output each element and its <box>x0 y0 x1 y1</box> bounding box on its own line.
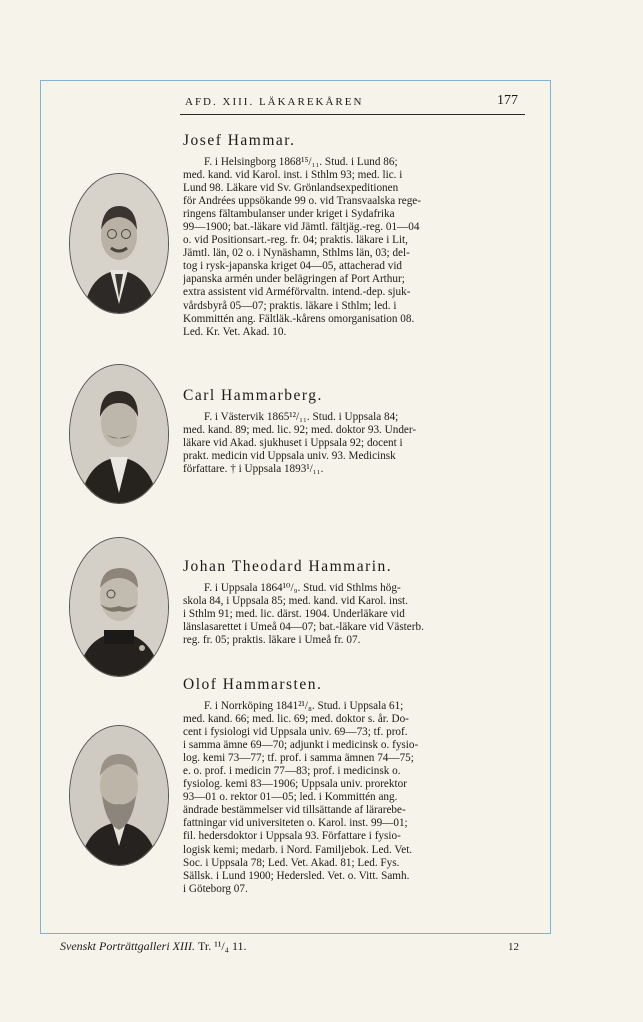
portrait-josef-hammar <box>69 173 169 314</box>
portrait-carl-hammarberg <box>69 364 169 504</box>
text-line: F. i Norrköping 1841²¹/₈. Stud. i Uppsala 61; <box>204 700 404 712</box>
portrait-olof-hammarsten <box>69 725 169 866</box>
text-line: med. kand. vid Karol. inst. i Sthlm 93; med. lic. i <box>183 169 403 182</box>
text-line: Lund 98. Läkare vid Sv. Grönlandsexpeditionen <box>183 182 399 195</box>
running-head: AFD. XIII. LÄKAREKÅREN <box>185 96 364 108</box>
text-line: reg. fr. 05; praktis. läkare i Umeå fr. 07. <box>183 634 361 647</box>
text-line: läkare vid Akad. sjukhuset i Uppsala 92; docent i <box>183 437 403 450</box>
text-line: fil. hedersdoktor i Uppsala 93. Författare i fysio- <box>183 830 401 843</box>
text-line: för Andrées uppsökande 99 o. vid Transvaalska rege- <box>183 195 421 208</box>
footer-series-title: Svenskt Porträttgalleri XIII. <box>60 939 195 953</box>
entry-text <box>183 411 525 476</box>
text-line: Led. Kr. Vet. Akad. 10. <box>183 325 287 338</box>
text-line: författare. † i Uppsala 1893¹/₁₁. <box>183 463 324 476</box>
text-line: 93—01 o. rektor 01—05; led. i Kommittén ang. <box>183 791 398 804</box>
text-line: länslasarettet i Umeå 04—07; bat.-läkare vid Västerb. <box>183 621 424 634</box>
text-line: prakt. medicin vid Uppsala univ. 93. Medicinsk <box>183 450 396 463</box>
text-line: i Sthlm 91; med. lic. därst. 1904. Underläkare vid <box>183 608 405 621</box>
entry-name: Josef Hammar. <box>183 132 296 149</box>
biography-entry <box>183 676 525 896</box>
text-line: japanska armén under belägringen af Port Arthur; <box>183 273 405 286</box>
text-line: F. i Uppsala 1864¹⁰/₉. Stud. vid Sthlms hög- <box>204 582 401 594</box>
biography-entry <box>183 387 525 476</box>
footer-part: Tr. ¹¹/₄ 11. <box>197 939 247 953</box>
portrait-johan-theodard-hammarin <box>69 537 169 677</box>
text-line: Soc. i Uppsala 78; Led. Vet. Akad. 81; Led. Fys. <box>183 856 400 869</box>
entry-name: Olof Hammarsten. <box>183 676 323 693</box>
text-line: ändrade bestämmelser vid tillsättande af lärarebe- <box>183 804 406 817</box>
text-line: vårdsbyrå 05—07; praktis. läkare i Sthlm; led. i <box>183 299 397 312</box>
biography-entry <box>183 132 525 339</box>
text-line: Sällsk. i Lund 1900; Hedersled. Vet. o. Vitt. Samh. <box>183 869 410 882</box>
page-number: 177 <box>497 93 518 108</box>
text-line: log. kemi 73—77; tf. prof. i samma ämnen 74—75; <box>183 752 414 765</box>
entry-text <box>183 156 525 339</box>
text-line: F. i Helsingborg 1868¹⁵/₁₁. Stud. i Lund 86; <box>204 156 398 168</box>
entry-text <box>183 582 525 647</box>
text-line: i Göteborg 07. <box>183 882 248 895</box>
text-line: med. kand. 89; med. lic. 92; med. doktor 93. Under- <box>183 424 417 437</box>
footer-signature: 12 <box>508 941 519 953</box>
footer-series <box>60 939 247 954</box>
text-line: F. i Västervik 1865¹²/₁₁. Stud. i Uppsala 84; <box>204 411 399 423</box>
text-line: Kommittén ang. Fältläk.-kårens omorganisation 08. <box>183 312 415 325</box>
text-line: med. kand. 66; med. lic. 69; med. doktor s. år. Do- <box>183 713 409 726</box>
text-line: extra assistent vid Arméförvaltn. intend.-dep. sjuk- <box>183 286 411 299</box>
entry-name: Johan Theodard Hammarin. <box>183 558 393 575</box>
text-line: cent i fysiologi vid Uppsala univ. 69—73; tf. prof. <box>183 726 408 739</box>
text-line: skola 84, i Uppsala 85; med. kand. vid Karol. inst. <box>183 595 408 608</box>
entry-text <box>183 700 525 896</box>
text-line: e. o. prof. i medicin 77—83; prof. i medicinsk o. <box>183 765 401 778</box>
text-line: 99—1900; bat.-läkare vid Jämtl. fältjäg.-reg. 01—04 <box>183 221 420 234</box>
text-line: o. vid Positionsart.-reg. fr. 04; praktis. läkare i Lit, <box>183 234 408 247</box>
text-line: fysiolog. kemi 83—1906; Uppsala univ. prorektor <box>183 778 407 791</box>
text-line: logisk kemi; medarb. i Nord. Familjebok. Led. Vet. <box>183 843 413 856</box>
text-line: tog i rysk-japanska kriget 04—05, attacherad vid <box>183 260 403 273</box>
text-line: Jämtl. län, 02 o. i Nynäshamn, Sthlms län, 03; del- <box>183 247 410 260</box>
text-line: ringens fältambulanser under kriget i Sydafrika <box>183 208 395 221</box>
header-rule <box>180 114 525 115</box>
biography-entry <box>183 558 525 647</box>
text-line: fattningar vid universiteten o. Karol. inst. 99—01; <box>183 817 408 830</box>
text-line: i samma ämne 69—70; adjunkt i medicinsk o. fysio- <box>183 739 419 752</box>
entry-name: Carl Hammarberg. <box>183 387 323 404</box>
